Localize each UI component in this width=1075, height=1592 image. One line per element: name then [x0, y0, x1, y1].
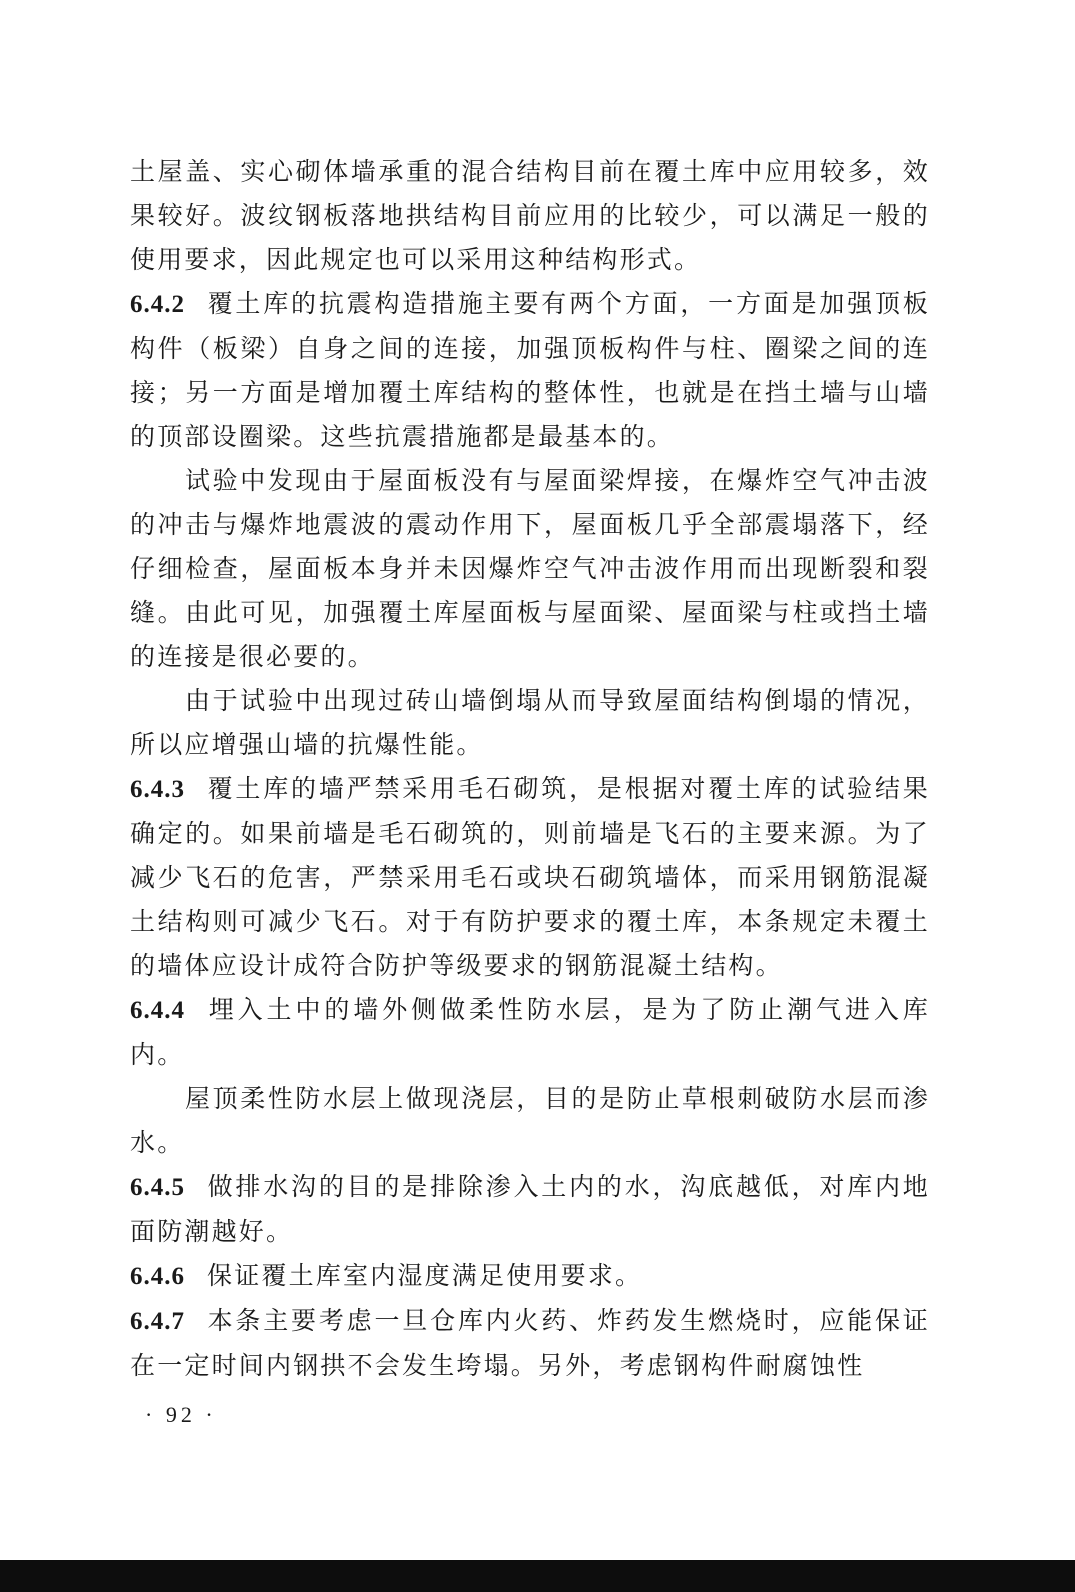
paragraph-gable-wall	[130, 679, 930, 767]
section-text: 做排水沟的目的是排除渗入土内的水，沟底越低，对库内地面防潮越好。	[130, 1172, 930, 1246]
section-6-4-4	[130, 988, 930, 1077]
section-number: 6.4.3	[130, 776, 185, 803]
paragraph-text: 试验中发现由于屋面板没有与屋面梁焊接，在爆炸空气冲击波的冲击与爆炸地震波的震动作用下，屋面板几乎全部震塌落下，经仔细检查，屋面板本身并未因爆炸空气冲击波作用而出现断裂和裂缝。由此可见，加强覆土库屋面板与屋面梁、屋面梁与柱或挡土墙的连接是很必要的。	[130, 466, 930, 671]
section-text: 保证覆土库室内湿度满足使用要求。	[207, 1261, 643, 1290]
section-6-4-6	[130, 1254, 930, 1299]
paragraph-roof-waterproof	[130, 1077, 930, 1165]
section-6-4-7	[130, 1299, 930, 1388]
section-6-4-2	[130, 282, 930, 459]
section-number: 6.4.2	[130, 291, 185, 318]
page-number: · 92 ·	[145, 1402, 217, 1427]
section-text: 本条主要考虑一旦仓库内火药、炸药发生燃烧时，应能保证在一定时间内钢拱不会发生垮塌。另外，考虑钢构件耐腐蚀性	[130, 1306, 930, 1380]
paragraph-test-findings	[130, 459, 930, 679]
paragraph-continuation	[130, 150, 930, 282]
section-number: 6.4.6	[130, 1263, 185, 1290]
scan-bottom-edge	[0, 1560, 1075, 1592]
section-text: 覆土库的抗震构造措施主要有两个方面，一方面是加强顶板构件（板梁）自身之间的连接，加强顶板构件与柱、圈梁之间的连接；另一方面是增加覆土库结构的整体性，也就是在挡土墙与山墙的顶部设圈梁。这些抗震措施都是最基本的。	[130, 289, 930, 451]
section-text: 覆土库的墙严禁采用毛石砌筑，是根据对覆土库的试验结果确定的。如果前墙是毛石砌筑的，则前墙是飞石的主要来源。为了减少飞石的危害，严禁采用毛石或块石砌筑墙体，而采用钢筋混凝土结构则可减少飞石。对于有防护要求的覆土库，本条规定未覆土的墙体应设计成符合防护等级要求的钢筋混凝土结构。	[130, 774, 930, 980]
paragraph-text: 由于试验中出现过砖山墙倒塌从而导致屋面结构倒塌的情况，所以应增强山墙的抗爆性能。	[130, 686, 930, 759]
section-6-4-3	[130, 767, 930, 988]
paragraph-text: 屋顶柔性防水层上做现浇层，目的是防止草根刺破防水层而渗水。	[130, 1084, 930, 1157]
section-text: 埋入土中的墙外侧做柔性防水层，是为了防止潮气进入库内。	[130, 995, 930, 1069]
section-number: 6.4.5	[130, 1174, 185, 1201]
paragraph-text: 土屋盖、实心砌体墙承重的混合结构目前在覆土库中应用较多，效果较好。波纹钢板落地拱结构目前应用的比较少，可以满足一般的使用要求，因此规定也可以采用这种结构形式。	[130, 157, 930, 274]
page-body	[130, 150, 930, 1388]
section-6-4-5	[130, 1165, 930, 1254]
section-number: 6.4.4	[130, 997, 185, 1024]
section-number: 6.4.7	[130, 1308, 185, 1335]
